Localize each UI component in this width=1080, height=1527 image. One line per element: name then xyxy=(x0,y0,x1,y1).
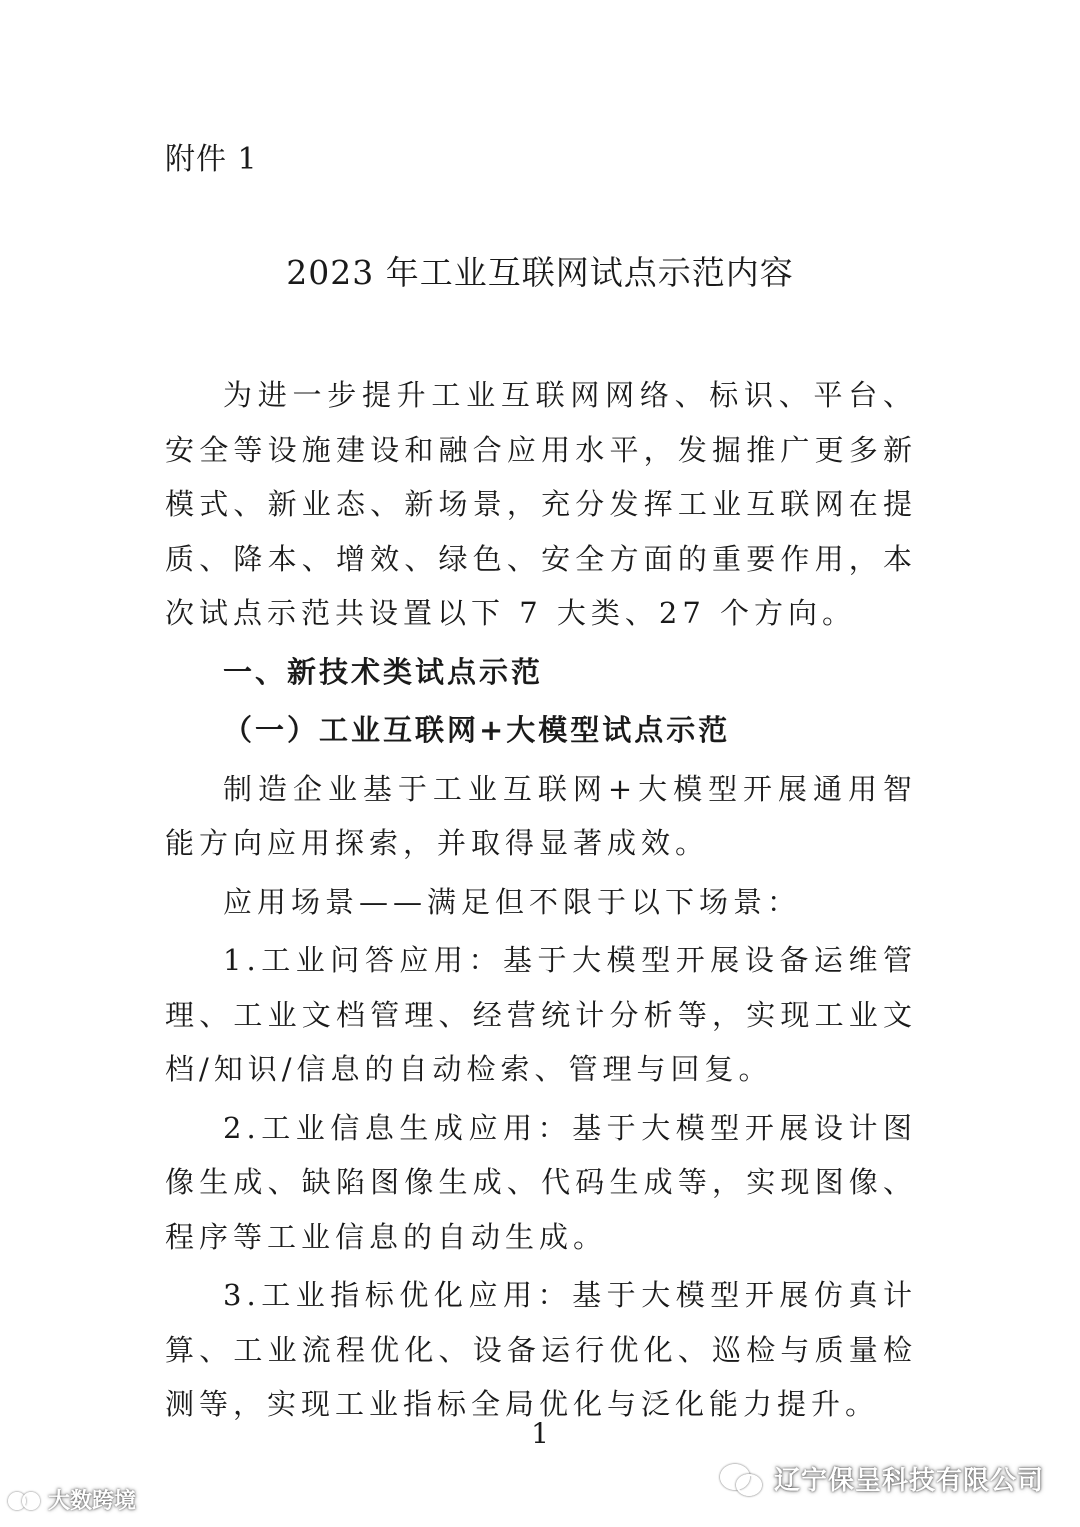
list-item: 3.工业指标优化应用：基于大模型开展仿真计算、工业流程优化、设备运行优化、巡检与质量检测等，实现工业指标全局优化与泛化能力提升。 xyxy=(165,1278,917,1421)
document-title: 2023 年工业互联网试点示范内容 xyxy=(286,253,794,292)
wechat-icon xyxy=(720,1462,764,1496)
watermark-right-text: 辽宁保呈科技有限公司 xyxy=(773,1466,1044,1496)
watermark-right xyxy=(720,1460,1044,1497)
watermark-left xyxy=(6,1484,136,1515)
list-item: 1.工业问答应用：基于大模型开展设备运维管理、工业文档管理、经营统计分析等，实现工业文档/知识/信息的自动检索、管理与回复。 xyxy=(165,943,917,1086)
watermark-left-text: 大数跨境 xyxy=(48,1489,137,1514)
section-heading: 一、新技术类试点示范 xyxy=(223,654,544,689)
link-rings-icon xyxy=(6,1489,42,1511)
description-paragraph: 制造企业基于工业互联网+大模型开展通用智能方向应用探索，并取得显著成效。 xyxy=(165,771,917,860)
subsection-heading: （一）工业互联网+大模型试点示范 xyxy=(223,713,731,747)
list-item: 2.工业信息生成应用：基于大模型开展设计图像生成、缺陷图像生成、代码生成等，实现图像、程序等工业信息的自动生成。 xyxy=(165,1110,917,1254)
document-body xyxy=(165,368,917,1436)
attachment-label: 附件 1 xyxy=(165,142,258,177)
intro-paragraph: 为进一步提升工业互联网网络、标识、平台、安全等设施建设和融合应用水平，发掘推广更多新模式、新业态、新场景，充分发挥工业互联网在提质、降本、增效、绿色、安全方面的重要作用，本次试点示范共设置以下 7 大类、27 个方向。 xyxy=(165,378,917,630)
scenario-lead: 应用场景——满足但不限于以下场景： xyxy=(223,884,802,919)
page-number: 1 xyxy=(531,1417,549,1450)
